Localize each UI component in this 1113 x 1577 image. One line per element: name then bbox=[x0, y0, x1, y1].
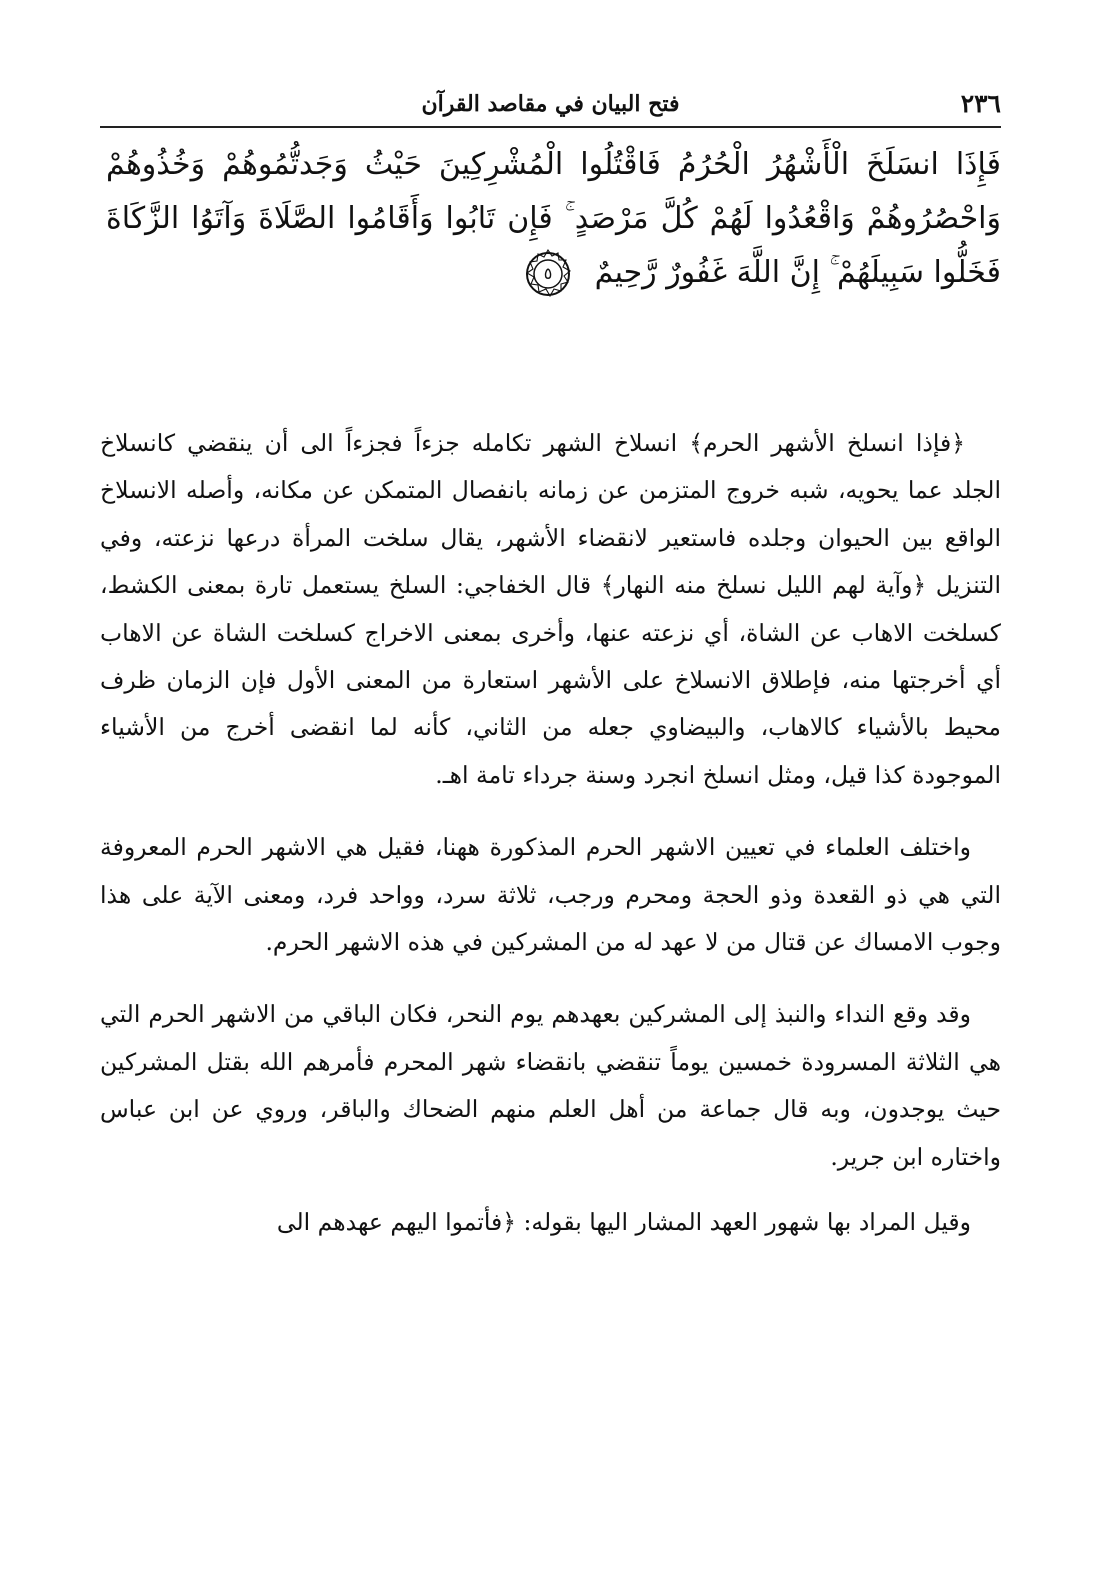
page-number: ٢٣٦ bbox=[960, 89, 1001, 118]
commentary-text bbox=[100, 420, 1001, 1272]
quran-verse bbox=[106, 138, 1001, 378]
page-header bbox=[100, 82, 1001, 128]
verse-number: ٥ bbox=[543, 263, 553, 283]
paragraph-4: وقيل المراد بها شهور العهد المشار اليها بقوله: ﴿فأتموا اليهم عهدهم الى bbox=[276, 1208, 971, 1237]
running-title: فتح البيان في مقاصد القرآن bbox=[421, 91, 680, 117]
paragraph-3: وقد وقع النداء والنبذ إلى المشركين بعهدهم يوم النحر، فكان الباقي من الاشهر الحرم التي هي الثلاثة المسرودة خمسين يوماً تنقضي بانقضاء شهر المحرم فأمرهم الله بقتل المشركين حيث يوجدون، وبه قال جماعة من أهل العلم منهم الضحاك والباقر، وروي عن ابن عباس واختاره ابن جرير. bbox=[100, 1000, 1001, 1171]
verse-end-marker-icon bbox=[521, 247, 575, 301]
verse-text: فَإِذَا انسَلَخَ الْأَشْهُرُ الْحُرُمُ فَاقْتُلُوا الْمُشْرِكِينَ حَيْثُ وَجَدتُّمُوهُمْ وَخُذُوهُمْ وَاحْصُرُوهُمْ وَاقْعُدُوا لَهُمْ كُلَّ مَرْصَدٍ ۚ فَإِن تَابُوا وَأَقَامُوا الصَّلَاةَ وَآتَوُا الزَّكَاةَ فَخَلُّوا سَبِيلَهُمْ ۚ إِنَّ اللَّهَ غَفُورٌ رَّحِيمٌ bbox=[106, 147, 1001, 290]
paragraph-2: واختلف العلماء في تعيين الاشهر الحرم المذكورة ههنا، فقيل هي الاشهر الحرم المعروفة التي هي ذو القعدة وذو الحجة ومحرم ورجب، ثلاثة سرد، وواحد فرد، ومعنى الآية على هذا وجوب الامساك عن قتال من لا عهد له من المشركين في هذه الاشهر الحرم. bbox=[100, 833, 1001, 957]
paragraph-1: ﴿فإذا انسلخ الأشهر الحرم﴾ انسلاخ الشهر تكامله جزءاً فجزءاً الى أن ينقضي كانسلاخ الجلد عما يحويه، شبه خروج المتزمن عن زمانه بانفصال المتمكن عن مكانه، وأصله الانسلاخ الواقع بين الحيوان وجلده فاستعير لانقضاء الأشهر، يقال سلخت المرأة درعها نزعته، وفي التنزيل ﴿وآية لهم الليل نسلخ منه النهار﴾ قال الخفاجي: السلخ يستعمل تارة بمعنى الكشط، كسلخت الاهاب عن الشاة، أي نزعته عنها، وأخرى بمعنى الاخراج كسلخت الشاة عن الاهاب أي أخرجتها منه، فإطلاق الانسلاخ على الأشهر استعارة من المعنى الأول فإن الزمان ظرف محيط بالأشياء كالاهاب، والبيضاوي جعله من الثاني، كأنه لما انقضى أخرج من الأشياء الموجودة كذا قيل، ومثل انسلخ انجرد وسنة جرداء تامة اهـ. bbox=[100, 429, 1001, 789]
